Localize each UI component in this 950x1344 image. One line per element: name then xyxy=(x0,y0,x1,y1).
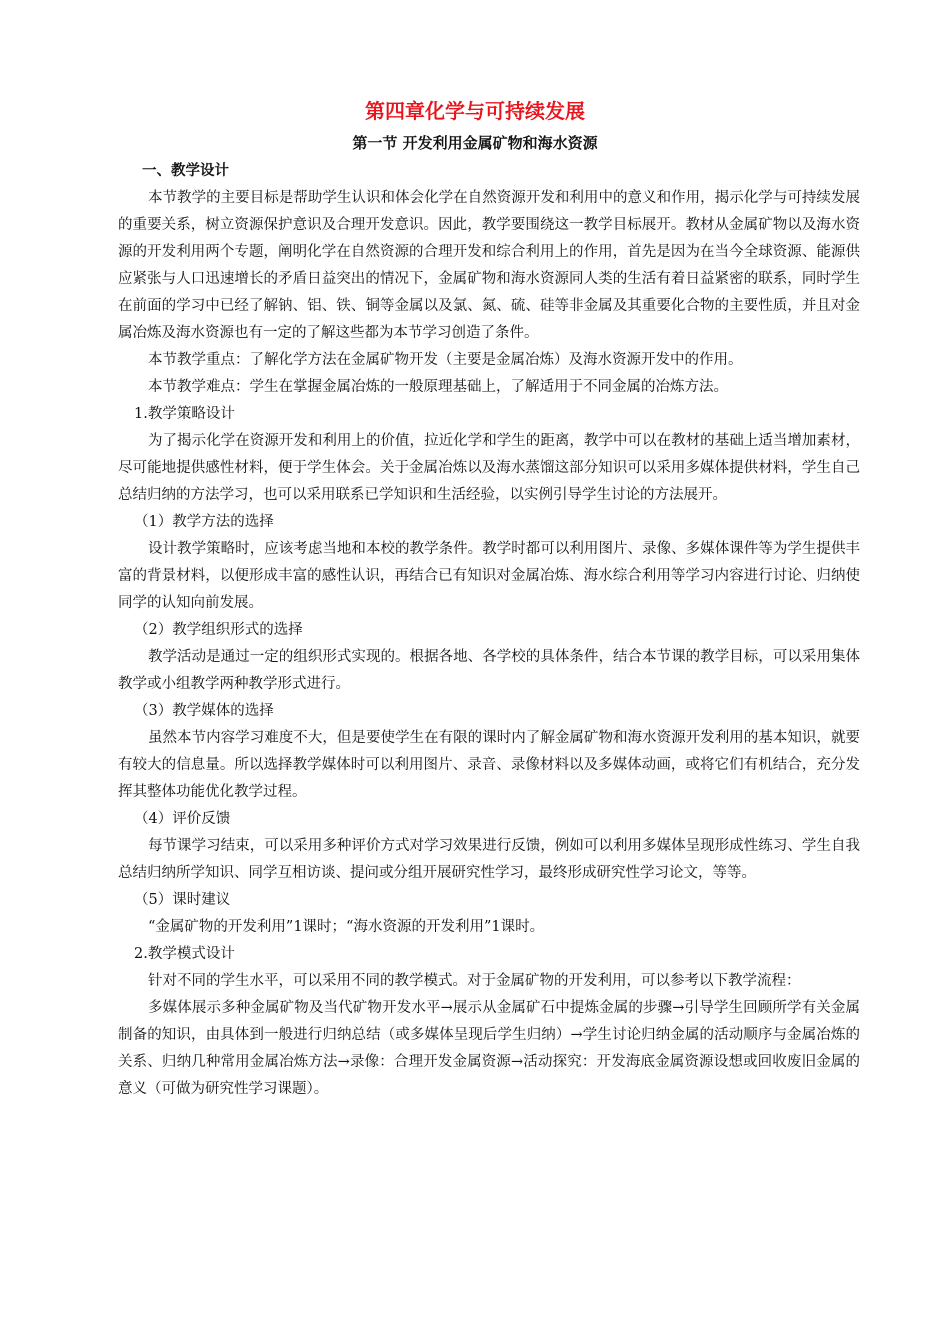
paragraph-intro: 本节教学的主要目标是帮助学生认识和体会化学在自然资源开发和利用中的意义和作用，揭示化学与可持续发展的重要关系，树立资源保护意识及合理开发意识。因此，教学要围绕这一教学目标展开。教材从金属矿物以及海水资源的开发利用两个专题，阐明化学在自然资源的合理开发和综合利用上的作用，首先是因为在当今全球资源、能源供应紧张与人口迅速增长的矛盾日益突出的情况下，金属矿物和海水资源同人类的生活有着日益紧密的联系，同时学生在前面的学习中已经了解钠、铝、铁、铜等金属以及氯、氮、硫、硅等非金属及其重要化合物的主要性质，并且对金属冶炼及海水资源也有一定的了解这些都为本节学习创造了条件。 xyxy=(118,190,860,341)
paragraph-class-hours: “金属矿物的开发利用”1课时；“海水资源的开发利用”1课时。 xyxy=(148,919,545,935)
heading-organization: （2）教学组织形式的选择 xyxy=(134,622,303,638)
paragraph-media: 虽然本节内容学习难度不大，但是要使学生在有限的课时内了解金属矿物和海水资源开发利用的基本知识，就要有较大的信息量。所以选择教学媒体时可以利用图片、录音、录像材料以及多媒体动画，或将它们有机结合，充分发挥其整体功能优化教学过程。 xyxy=(118,730,860,800)
heading-teaching-design: 一、教学设计 xyxy=(142,163,229,179)
paragraph-key-point: 本节教学重点：了解化学方法在金属矿物开发（主要是金属冶炼）及海水资源开发中的作用。 xyxy=(148,352,743,368)
paragraph-evaluation: 每节课学习结束，可以采用多种评价方式对学习效果进行反馈，例如可以利用多媒体呈现形成性练习、学生自我总结归纳所学知识、同学互相访谈、提问或分组开展研究性学习，最终形成研究性学习论文，等等。 xyxy=(118,838,860,881)
paragraph-organization: 教学活动是通过一定的组织形式实现的。根据各地、各学校的具体条件，结合本节课的教学目标，可以采用集体教学或小组教学两种教学形式进行。 xyxy=(118,649,860,692)
heading-media: （3）教学媒体的选择 xyxy=(134,703,274,719)
section-title: 第一节 开发利用金属矿物和海水资源 xyxy=(352,134,598,152)
paragraph-strategy: 为了揭示化学在资源开发和利用上的价值，拉近化学和学生的距离，教学中可以在教材的基础上适当增加素材，尽可能地提供感性材料，便于学生体会。关于金属冶炼以及海水蒸馏这部分知识可以采用多媒体提供材料，学生自己总结归纳的方法学习，也可以采用联系已学知识和生活经验，以实例引导学生讨论的方法展开。 xyxy=(118,433,860,503)
paragraph-difficulty: 本节教学难点：学生在掌握金属冶炼的一般原理基础上，了解适用于不同金属的冶炼方法。 xyxy=(148,379,728,395)
paragraph-teaching-mode: 针对不同的学生水平，可以采用不同的教学模式。对于金属矿物的开发利用，可以参考以下教学流程： xyxy=(148,973,801,989)
paragraph-method: 设计教学策略时，应该考虑当地和本校的教学条件。教学时都可以利用图片、录像、多媒体课件等为学生提供丰富的背景材料，以便形成丰富的感性认识，再结合已有知识对金属冶炼、海水综合利用等学习内容进行讨论、归纳使同学的认知向前发展。 xyxy=(118,541,860,611)
heading-teaching-mode: 2.教学模式设计 xyxy=(134,946,235,962)
document-body xyxy=(118,158,860,1103)
paragraph-teaching-flow: 多媒体展示多种金属矿物及当代矿物开发水平→展示从金属矿石中提炼金属的步骤→引导学生回顾所学有关金属制备的知识，由具体到一般进行归纳总结（或多媒体呈现后学生归纳）→学生讨论归纳金属的活动顺序与金属冶炼的关系、归纳几种常用金属冶炼方法→录像：合理开发金属资源→活动探究：开发海底金属资源设想或回收废旧金属的意义（可做为研究性学习课题）。 xyxy=(118,1000,860,1097)
chapter-title: 第四章化学与可持续发展 xyxy=(365,99,585,123)
heading-strategy: 1.教学策略设计 xyxy=(134,406,235,422)
heading-evaluation: （4）评价反馈 xyxy=(134,811,231,827)
heading-method: （1）教学方法的选择 xyxy=(134,514,274,530)
heading-class-hours: （5）课时建议 xyxy=(134,892,231,908)
